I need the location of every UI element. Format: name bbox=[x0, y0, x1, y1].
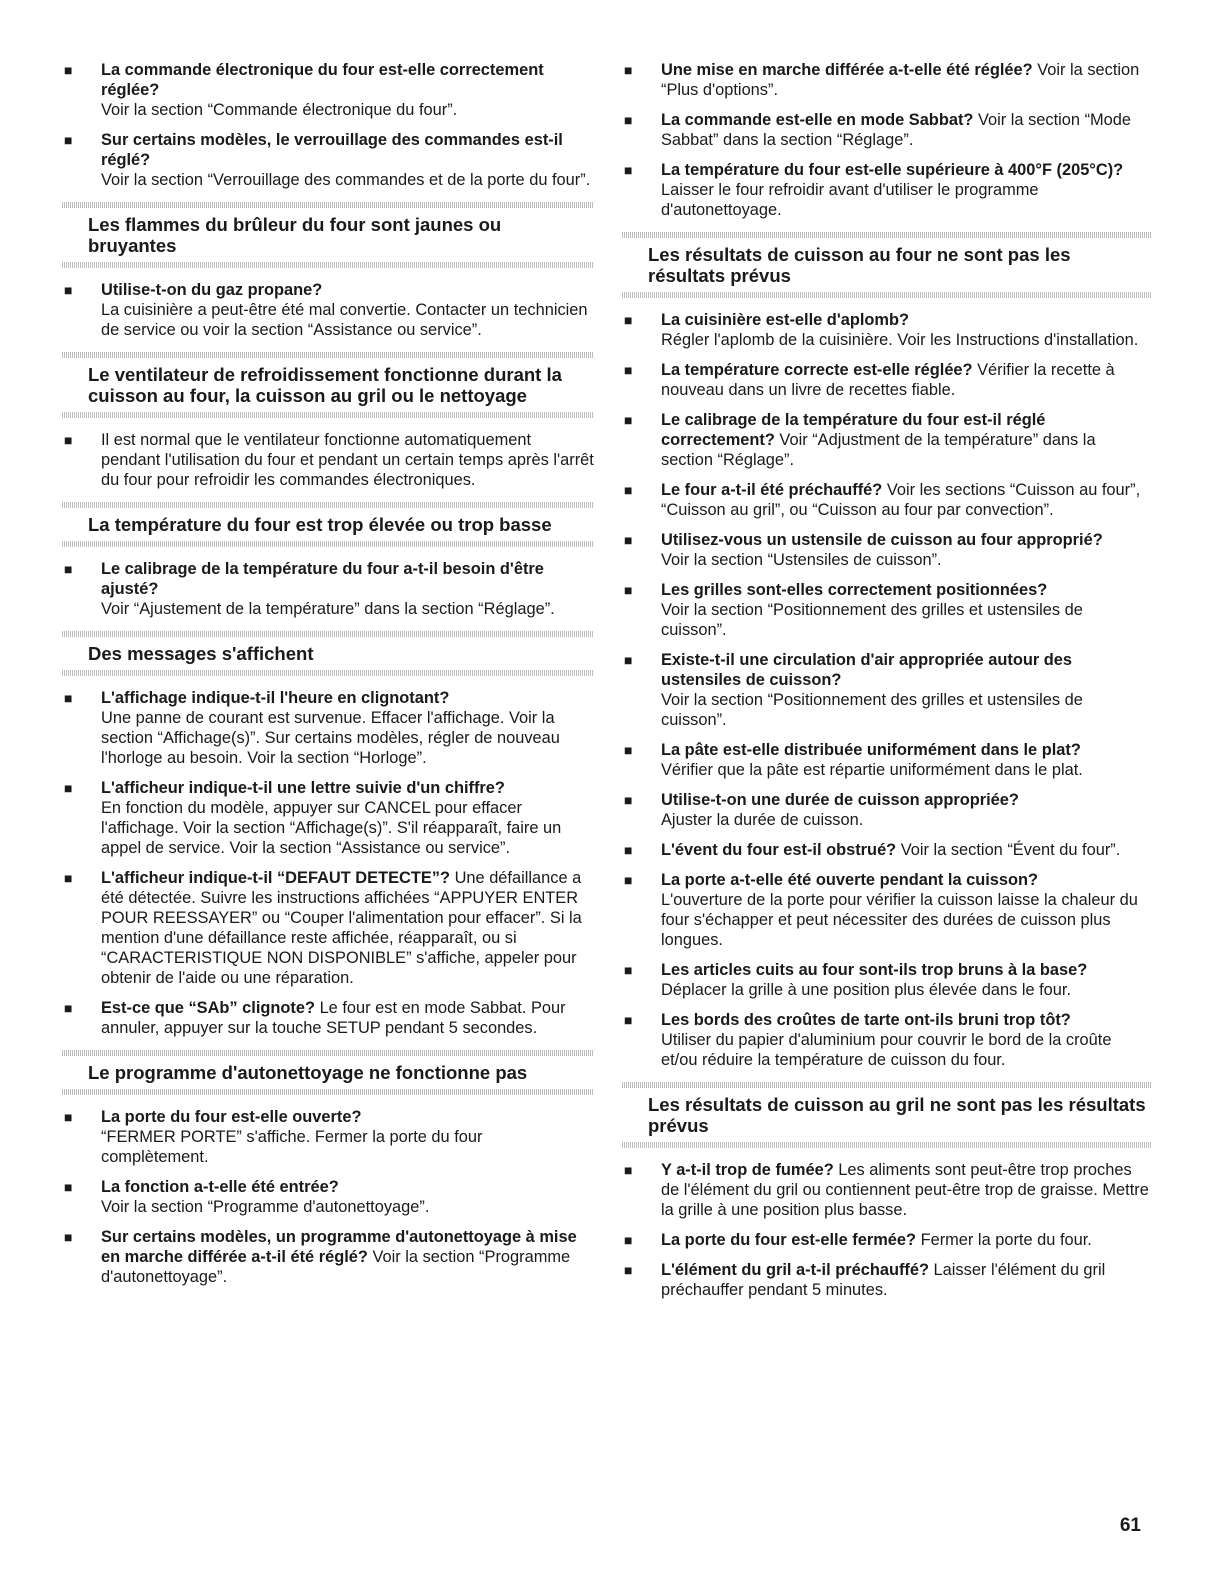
question-text: L'affichage indique-t-il l'heure en clignotant? bbox=[101, 689, 450, 707]
list-item bbox=[62, 688, 594, 768]
divider bbox=[622, 292, 1152, 298]
right-column bbox=[622, 60, 1152, 1310]
bullet-icon: ■ bbox=[624, 1262, 633, 1278]
answer-text: Voir la section “Évent du four”. bbox=[896, 841, 1121, 859]
list-item bbox=[622, 1260, 1152, 1300]
question-text: Les bords des croûtes de tarte ont-ils bruni trop tôt? bbox=[661, 1011, 1071, 1029]
bullet-icon: ■ bbox=[64, 132, 73, 148]
answer-text: Voir la section “Verrouillage des commandes et de la porte du four”. bbox=[101, 171, 591, 189]
answer-text: En fonction du modèle, appuyer sur CANCEL pour effacer l'affichage. Voir la section “Affichage(s)”. S'il réapparaît, faire un appel de service. Voir la section “Assistance ou service”. bbox=[101, 799, 562, 857]
question-text: Les grilles sont-elles correctement positionnées? bbox=[661, 581, 1048, 599]
bullet-icon: ■ bbox=[624, 582, 633, 598]
section-header bbox=[62, 631, 594, 676]
list-item bbox=[622, 960, 1152, 1000]
section-title: Les flammes du brûleur du four sont jaunes ou bruyantes bbox=[88, 214, 502, 256]
list-item bbox=[622, 480, 1152, 520]
answer-text: Voir “Ajustement de la température” dans la section “Réglage”. bbox=[101, 600, 555, 618]
answer-text: Voir la section “Programme d'autonettoyage”. bbox=[101, 1248, 571, 1286]
list-item bbox=[622, 790, 1152, 830]
question-text: Utilise-t-on une durée de cuisson appropriée? bbox=[661, 791, 1019, 809]
section-title: Le programme d'autonettoyage ne fonctionne pas bbox=[88, 1062, 528, 1083]
answer-text: Déplacer la grille à une position plus élevée dans le four. bbox=[661, 981, 1072, 999]
list-item bbox=[622, 580, 1152, 640]
section-title: Des messages s'affichent bbox=[88, 643, 314, 664]
bullet-icon: ■ bbox=[624, 62, 633, 78]
question-text: Une mise en marche différée a-t-elle été réglée? bbox=[661, 61, 1033, 79]
list-item bbox=[622, 360, 1152, 400]
question-text: Le calibrage de la température du four est-il réglé correctement? bbox=[661, 411, 1046, 449]
answer-text: La cuisinière a peut-être été mal convertie. Contacter un technicien de service ou voir la section “Assistance ou service”. bbox=[101, 301, 588, 339]
divider bbox=[62, 202, 594, 208]
answer-text: Voir la section “Positionnement des grilles et ustensiles de cuisson”. bbox=[661, 601, 1083, 639]
question-text: L'afficheur indique-t-il une lettre suivie d'un chiffre? bbox=[101, 779, 505, 797]
bullet-icon: ■ bbox=[64, 1229, 73, 1245]
answer-text: Voir la section “Positionnement des grilles et ustensiles de cuisson”. bbox=[661, 691, 1083, 729]
bullet-icon: ■ bbox=[624, 652, 633, 668]
question-text: Le four a-t-il été préchauffé? bbox=[661, 481, 883, 499]
question-text: La porte du four est-elle fermée? bbox=[661, 1231, 917, 1249]
list-item bbox=[62, 778, 594, 858]
answer-text: Fermer la porte du four. bbox=[916, 1231, 1092, 1249]
answer-text: Voir les sections “Cuisson au four”, “Cuisson au gril”, ou “Cuisson au four par convection”. bbox=[661, 481, 1141, 519]
section-header bbox=[622, 1082, 1152, 1148]
divider bbox=[62, 412, 594, 418]
answer-text: Voir “Adjustment de la température” dans la section “Réglage”. bbox=[661, 431, 1096, 469]
question-text: La porte a-t-elle été ouverte pendant la cuisson? bbox=[661, 871, 1039, 889]
bullet-icon: ■ bbox=[64, 1179, 73, 1195]
bullet-icon: ■ bbox=[64, 780, 73, 796]
divider bbox=[622, 232, 1152, 238]
bullet-icon: ■ bbox=[624, 1162, 633, 1178]
section-header bbox=[62, 202, 594, 268]
list-item bbox=[62, 60, 594, 120]
divider bbox=[62, 541, 594, 547]
divider bbox=[62, 262, 594, 268]
divider bbox=[62, 631, 594, 637]
bullet-icon: ■ bbox=[624, 362, 633, 378]
section-title: Les résultats de cuisson au gril ne sont pas les résultats prévus bbox=[648, 1094, 1146, 1136]
list-item bbox=[622, 310, 1152, 350]
question-text: Existe-t-il une circulation d'air appropriée autour des ustensiles de cuisson? bbox=[661, 651, 1073, 689]
answer-text: Voir la section “Ustensiles de cuisson”. bbox=[661, 551, 942, 569]
section-header bbox=[62, 1050, 594, 1095]
bullet-icon: ■ bbox=[624, 312, 633, 328]
answer-text: Voir la section “Plus d'options”. bbox=[661, 61, 1140, 99]
answer-text: Les aliments sont peut-être trop proches de l'élément du gril ou contiennent peut-être trop de graisse. Mettre la grille à une position plus basse. bbox=[661, 1161, 1149, 1219]
list-item bbox=[622, 870, 1152, 950]
section-title: Le ventilateur de refroidissement fonctionne durant la cuisson au four, la cuisson au gril ou le nettoyage bbox=[88, 364, 562, 406]
question-text: L'afficheur indique-t-il “DEFAUT DETECTE”? bbox=[101, 869, 451, 887]
bullet-icon: ■ bbox=[624, 792, 633, 808]
question-text: La fonction a-t-elle été entrée? bbox=[101, 1178, 339, 1196]
bullet-icon: ■ bbox=[624, 1232, 633, 1248]
divider bbox=[62, 670, 594, 676]
section-title: Les résultats de cuisson au four ne sont pas les résultats prévus bbox=[648, 244, 1071, 286]
section-title: La température du four est trop élevée ou trop basse bbox=[88, 514, 552, 535]
list-item bbox=[622, 650, 1152, 730]
list-item bbox=[622, 740, 1152, 780]
bullet-icon: ■ bbox=[624, 162, 633, 178]
question-text: L'élément du gril a-t-il préchauffé? bbox=[661, 1261, 929, 1279]
divider bbox=[622, 1142, 1152, 1148]
answer-text: “FERMER PORTE” s'affiche. Fermer la porte du four complètement. bbox=[101, 1128, 483, 1166]
bullet-icon: ■ bbox=[624, 962, 633, 978]
answer-text: Utiliser du papier d'aluminium pour couvrir le bord de la croûte et/ou réduire la température de cuisson du four. bbox=[661, 1031, 1112, 1069]
question-text: La température correcte est-elle réglée? bbox=[661, 361, 973, 379]
bullet-icon: ■ bbox=[64, 561, 73, 577]
question-text: La cuisinière est-elle d'aplomb? bbox=[661, 311, 910, 329]
list-item bbox=[62, 1227, 594, 1287]
answer-text: Voir la section “Mode Sabbat” dans la section “Réglage”. bbox=[661, 111, 1132, 149]
list-item bbox=[62, 559, 594, 619]
answer-text: Régler l'aplomb de la cuisinière. Voir les Instructions d'installation. bbox=[661, 331, 1139, 349]
section-header bbox=[62, 352, 594, 418]
section-header bbox=[622, 232, 1152, 298]
bullet-icon: ■ bbox=[64, 1109, 73, 1125]
list-item bbox=[622, 410, 1152, 470]
bullet-icon: ■ bbox=[64, 870, 73, 886]
answer-text: Ajuster la durée de cuisson. bbox=[661, 811, 864, 829]
bullet-icon: ■ bbox=[624, 482, 633, 498]
bullet-icon: ■ bbox=[64, 62, 73, 78]
bullet-icon: ■ bbox=[624, 872, 633, 888]
question-text: L'évent du four est-il obstrué? bbox=[661, 841, 897, 859]
question-text: Les articles cuits au four sont-ils trop bruns à la base? bbox=[661, 961, 1088, 979]
list-item bbox=[622, 1160, 1152, 1220]
divider bbox=[62, 1050, 594, 1056]
list-item bbox=[62, 1107, 594, 1167]
question-text: Utilise-t-on du gaz propane? bbox=[101, 281, 323, 299]
answer-text: Voir la section “Commande électronique du four”. bbox=[101, 101, 458, 119]
list-item bbox=[622, 530, 1152, 570]
answer-text: L'ouverture de la porte pour vérifier la cuisson laisse la chaleur du four s'échapper et peut nécessiter des durées de cuisson plus longues. bbox=[661, 891, 1138, 949]
divider bbox=[62, 352, 594, 358]
divider bbox=[62, 1089, 594, 1095]
bullet-icon: ■ bbox=[64, 432, 73, 448]
bullet-icon: ■ bbox=[624, 842, 633, 858]
question-text: La porte du four est-elle ouverte? bbox=[101, 1108, 362, 1126]
question-text: Sur certains modèles, le verrouillage des commandes est-il réglé? bbox=[101, 131, 563, 169]
list-item bbox=[622, 160, 1152, 220]
question-text: Utilisez-vous un ustensile de cuisson au four approprié? bbox=[661, 531, 1103, 549]
bullet-icon: ■ bbox=[624, 532, 633, 548]
list-item bbox=[62, 1177, 594, 1217]
question-text: Est-ce que “SAb” clignote? bbox=[101, 999, 316, 1017]
question-text: La température du four est-elle supérieure à 400°F (205°C)? bbox=[661, 161, 1124, 179]
list-item bbox=[62, 868, 594, 988]
list-item bbox=[62, 430, 594, 490]
answer-text: Il est normal que le ventilateur fonctionne automatiquement pendant l'utilisation du four et pendant un certain temps après l'arrêt du four pour refroidir les commandes électroniques. bbox=[101, 431, 594, 489]
list-item bbox=[622, 1230, 1152, 1250]
list-item bbox=[622, 840, 1152, 860]
question-text: La pâte est-elle distribuée uniformément dans le plat? bbox=[661, 741, 1081, 759]
bullet-icon: ■ bbox=[64, 1000, 73, 1016]
bullet-icon: ■ bbox=[624, 112, 633, 128]
bullet-icon: ■ bbox=[624, 1012, 633, 1028]
list-item bbox=[62, 998, 594, 1038]
answer-text: Vérifier que la pâte est répartie uniformément dans le plat. bbox=[661, 761, 1083, 779]
question-text: La commande est-elle en mode Sabbat? bbox=[661, 111, 974, 129]
bullet-icon: ■ bbox=[64, 690, 73, 706]
question-text: La commande électronique du four est-elle correctement réglée? bbox=[101, 61, 544, 99]
answer-text: Vérifier la recette à nouveau dans un livre de recettes fiable. bbox=[661, 361, 1115, 399]
left-column bbox=[62, 60, 594, 1297]
bullet-icon: ■ bbox=[624, 742, 633, 758]
list-item bbox=[62, 280, 594, 340]
divider bbox=[62, 502, 594, 508]
section-header bbox=[62, 502, 594, 547]
list-item bbox=[622, 110, 1152, 150]
question-text: Sur certains modèles, un programme d'autonettoyage à mise en marche différée a-t-il été réglé? bbox=[101, 1228, 577, 1266]
bullet-icon: ■ bbox=[64, 282, 73, 298]
list-item bbox=[622, 1010, 1152, 1070]
answer-text: Laisser le four refroidir avant d'utiliser le programme d'autonettoyage. bbox=[661, 181, 1039, 219]
list-item bbox=[622, 60, 1152, 100]
question-text: Le calibrage de la température du four a-t-il besoin d'être ajusté? bbox=[101, 560, 544, 598]
answer-text: Une défaillance a été détectée. Suivre les instructions affichées “APPUYER ENTER POUR REESSAYER” ou “Couper l'alimentation pour effacer”. Si la mention d'une défaillance reste affichée, réapparaît, ou si “CARACTERISTIQUE NON DISPONIBLE” s'affiche, appeler pour obtenir de l'aide ou une réparation. bbox=[101, 869, 582, 987]
answer-text: Une panne de courant est survenue. Effacer l'affichage. Voir la section “Affichage(s)”. Sur certains modèles, régler de nouveau l'horloge au besoin. Voir la section “Horloge”. bbox=[101, 709, 560, 767]
answer-text: Voir la section “Programme d'autonettoyage”. bbox=[101, 1198, 430, 1216]
answer-text: Le four est en mode Sabbat. Pour annuler, appuyer sur la touche SETUP pendant 5 secondes. bbox=[101, 999, 566, 1037]
question-text: Y a-t-il trop de fumée? bbox=[661, 1161, 834, 1179]
answer-text: Laisser l'élément du gril préchauffer pendant 5 minutes. bbox=[661, 1261, 1106, 1299]
bullet-icon: ■ bbox=[624, 412, 633, 428]
list-item bbox=[62, 130, 594, 190]
divider bbox=[622, 1082, 1152, 1088]
page-number: 61 bbox=[1119, 1515, 1141, 1536]
